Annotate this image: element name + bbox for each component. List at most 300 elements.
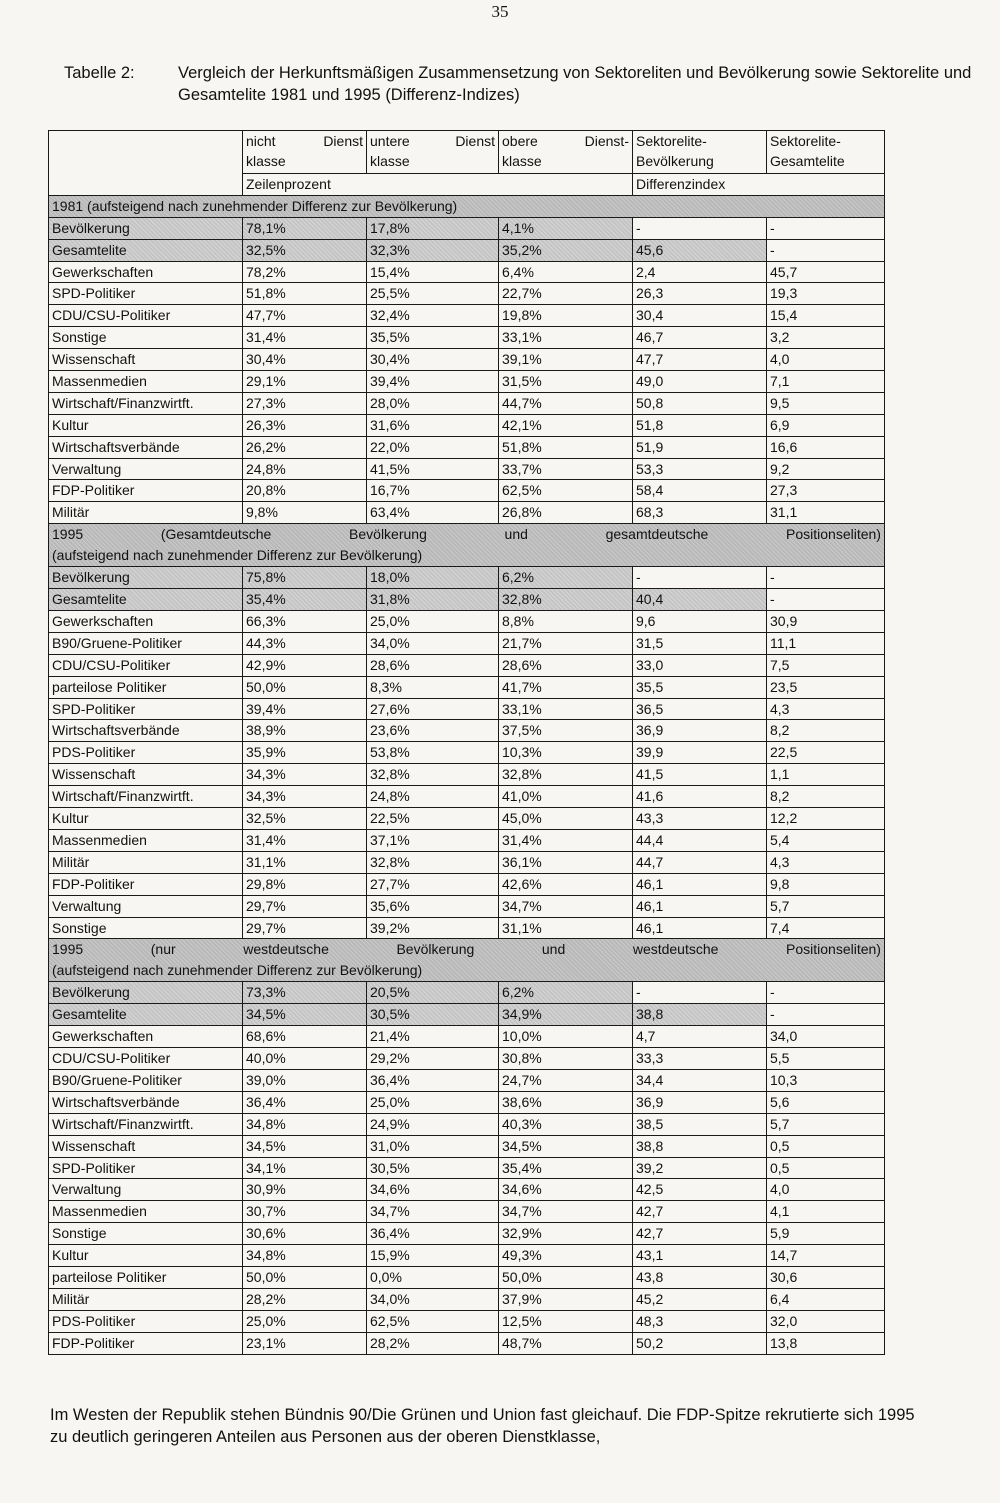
table-cell: 5,7 xyxy=(767,1113,885,1135)
table-row xyxy=(49,349,885,371)
table-cell: 43,8 xyxy=(633,1266,767,1288)
header-sektorelite-gesamtelite: Sektorelite- Gesamtelite xyxy=(767,131,885,174)
table-cell: 33,7% xyxy=(499,458,633,480)
table-cell: 51,8% xyxy=(499,436,633,458)
table-cell: 36,9 xyxy=(633,720,767,742)
table-cell: 5,9 xyxy=(767,1223,885,1245)
table-cell: - xyxy=(767,217,885,239)
table-cell: 5,4 xyxy=(767,829,885,851)
section-title-word: Positionseliten) xyxy=(786,941,881,958)
table-cell: 38,8 xyxy=(633,1004,767,1026)
header-row xyxy=(49,131,885,174)
table-cell: 30,6% xyxy=(243,1223,367,1245)
table-cell: 13,8 xyxy=(767,1332,885,1354)
table-cell: 49,3% xyxy=(499,1245,633,1267)
table-cell: 33,0 xyxy=(633,654,767,676)
table-cell: 51,8 xyxy=(633,414,767,436)
table-cell: 16,6 xyxy=(767,436,885,458)
row-label: SPD-Politiker xyxy=(49,1157,243,1179)
table-cell: 19,8% xyxy=(499,305,633,327)
table-cell: 18,0% xyxy=(367,567,499,589)
table-row xyxy=(49,632,885,654)
table-cell: 9,6 xyxy=(633,611,767,633)
table-cell: 45,2 xyxy=(633,1288,767,1310)
section-title-word: Positionseliten) xyxy=(786,526,881,543)
table-cell: 34,5% xyxy=(499,1135,633,1157)
table-cell: 34,6% xyxy=(367,1179,499,1201)
row-label: Verwaltung xyxy=(49,1179,243,1201)
row-label: CDU/CSU-Politiker xyxy=(49,305,243,327)
table-cell: 35,5 xyxy=(633,676,767,698)
table-cell: 10,3% xyxy=(499,742,633,764)
section-title-word: (nur xyxy=(150,941,176,958)
table-cell: - xyxy=(767,982,885,1004)
table-cell: 43,1 xyxy=(633,1245,767,1267)
table-cell: 22,0% xyxy=(367,436,499,458)
section-title-word: und xyxy=(504,526,528,543)
header-nicht-dienstklasse: nicht Dienst klasse xyxy=(243,131,367,174)
table-cell: 32,3% xyxy=(367,239,499,261)
table-cell: 32,0 xyxy=(767,1310,885,1332)
row-label: Militär xyxy=(49,851,243,873)
table-row xyxy=(49,217,885,239)
table-cell: 8,3% xyxy=(367,676,499,698)
table-cell: 24,8% xyxy=(367,786,499,808)
table-cell: 29,8% xyxy=(243,873,367,895)
table-cell: 31,8% xyxy=(367,589,499,611)
header-empty-cell xyxy=(49,131,243,196)
table-row xyxy=(49,1245,885,1267)
table-row xyxy=(49,1179,885,1201)
table-cell: 39,2% xyxy=(367,917,499,939)
table-cell: 41,7% xyxy=(499,676,633,698)
table-cell: 22,7% xyxy=(499,283,633,305)
row-label: Bevölkerung xyxy=(49,567,243,589)
row-label: Wirtschaftsverbände xyxy=(49,720,243,742)
table-cell: 73,3% xyxy=(243,982,367,1004)
table-cell: 32,5% xyxy=(243,808,367,830)
table-cell: 35,4% xyxy=(499,1157,633,1179)
table-cell: 36,4% xyxy=(367,1069,499,1091)
table-row xyxy=(49,676,885,698)
row-label: B90/Gruene-Politiker xyxy=(49,1069,243,1091)
section-title-word: 1995 xyxy=(52,941,84,958)
table-cell: 51,8% xyxy=(243,283,367,305)
table-cell: 53,8% xyxy=(367,742,499,764)
table-row xyxy=(49,808,885,830)
table-row xyxy=(49,1332,885,1354)
table-cell: 33,3 xyxy=(633,1048,767,1070)
table-row xyxy=(49,414,885,436)
table-cell: - xyxy=(767,239,885,261)
table-row xyxy=(49,458,885,480)
table-row xyxy=(49,436,885,458)
table-cell: 51,9 xyxy=(633,436,767,458)
unit-zeilenprozent: Zeilenprozent xyxy=(243,174,633,196)
section-title-word: Bevölkerung xyxy=(349,526,427,543)
row-label: CDU/CSU-Politiker xyxy=(49,654,243,676)
section-title-word: 1995 xyxy=(52,526,84,543)
table-cell: 32,8% xyxy=(367,764,499,786)
row-label: Sonstige xyxy=(49,1223,243,1245)
table-cell: 9,2 xyxy=(767,458,885,480)
row-label: Militär xyxy=(49,502,243,524)
caption-label: Tabelle 2: xyxy=(64,64,135,82)
table-cell: 38,5 xyxy=(633,1113,767,1135)
section-title xyxy=(49,939,885,982)
table-cell: - xyxy=(633,982,767,1004)
table-cell: 26,8% xyxy=(499,502,633,524)
table-cell: 34,9% xyxy=(499,1004,633,1026)
table-cell: 24,8% xyxy=(243,458,367,480)
table-cell: 6,4 xyxy=(767,1288,885,1310)
table-cell: 9,5 xyxy=(767,392,885,414)
table-cell: 24,7% xyxy=(499,1069,633,1091)
table-cell: 31,0% xyxy=(367,1135,499,1157)
row-label: PDS-Politiker xyxy=(49,742,243,764)
table-cell: 36,9 xyxy=(633,1091,767,1113)
row-label: Wissenschaft xyxy=(49,1135,243,1157)
table-cell: 4,0 xyxy=(767,1179,885,1201)
table-cell: 34,8% xyxy=(243,1245,367,1267)
table-cell: - xyxy=(633,217,767,239)
row-label: parteilose Politiker xyxy=(49,1266,243,1288)
table-cell: 47,7% xyxy=(243,305,367,327)
table-cell: 42,9% xyxy=(243,654,367,676)
table-cell: 33,1% xyxy=(499,698,633,720)
section-title-line xyxy=(52,524,881,545)
table-row xyxy=(49,1069,885,1091)
table-cell: 50,0% xyxy=(499,1266,633,1288)
row-label: Gesamtelite xyxy=(49,239,243,261)
section-title xyxy=(49,195,885,217)
table-row xyxy=(49,1004,885,1026)
table-cell: 36,4% xyxy=(367,1223,499,1245)
table-cell: 46,7 xyxy=(633,327,767,349)
table-row xyxy=(49,1223,885,1245)
table-cell: 34,0% xyxy=(367,632,499,654)
table-row xyxy=(49,1048,885,1070)
section-title-line xyxy=(52,196,881,216)
table-cell: 35,4% xyxy=(243,589,367,611)
table-cell: 30,4% xyxy=(243,349,367,371)
table-cell: 30,7% xyxy=(243,1201,367,1223)
table-cell: 0,0% xyxy=(367,1266,499,1288)
row-label: Sonstige xyxy=(49,327,243,349)
table-cell: 39,4% xyxy=(367,371,499,393)
table-cell: 31,4% xyxy=(243,327,367,349)
table-cell: 30,5% xyxy=(367,1004,499,1026)
table-cell: 7,1 xyxy=(767,371,885,393)
table-cell: 42,5 xyxy=(633,1179,767,1201)
table-cell: 43,3 xyxy=(633,808,767,830)
table-row xyxy=(49,1310,885,1332)
table-cell: 46,1 xyxy=(633,873,767,895)
section-title-word: Bevölkerung xyxy=(396,941,475,958)
table-cell: 11,1 xyxy=(767,632,885,654)
table-row xyxy=(49,239,885,261)
table-cell: 23,1% xyxy=(243,1332,367,1354)
table-cell: 78,2% xyxy=(243,261,367,283)
table-cell: 30,5% xyxy=(367,1157,499,1179)
section-title-word: und xyxy=(541,941,566,958)
row-label: Sonstige xyxy=(49,917,243,939)
table-cell: 38,6% xyxy=(499,1091,633,1113)
table-cell: 34,3% xyxy=(243,786,367,808)
row-label: Kultur xyxy=(49,414,243,436)
table-cell: 6,2% xyxy=(499,982,633,1004)
table-cell: 15,4% xyxy=(367,261,499,283)
section-title-line xyxy=(52,545,881,566)
table-cell: 32,9% xyxy=(499,1223,633,1245)
table-cell: 45,6 xyxy=(633,239,767,261)
table-cell: 14,7 xyxy=(767,1245,885,1267)
section-title-word: 1981 (aufsteigend nach zunehmender Differenz zur Bevölkerung) xyxy=(52,197,458,214)
table-cell: 42,6% xyxy=(499,873,633,895)
table-cell: 38,9% xyxy=(243,720,367,742)
table-cell: 53,3 xyxy=(633,458,767,480)
table-cell: 31,5% xyxy=(499,371,633,393)
table-cell: 1,1 xyxy=(767,764,885,786)
table-cell: - xyxy=(767,567,885,589)
table-cell: 31,1% xyxy=(499,917,633,939)
table-cell: 30,9 xyxy=(767,611,885,633)
table-cell: 62,5% xyxy=(367,1310,499,1332)
row-label: Wissenschaft xyxy=(49,349,243,371)
section-title-word: westdeutsche xyxy=(632,941,719,958)
table-cell: 46,1 xyxy=(633,917,767,939)
table-cell: 15,4 xyxy=(767,305,885,327)
section-title xyxy=(49,524,885,567)
table-cell: 63,4% xyxy=(367,502,499,524)
table-cell: 27,7% xyxy=(367,873,499,895)
table-row xyxy=(49,1026,885,1048)
table-cell: 27,3 xyxy=(767,480,885,502)
table-cell: 4,1 xyxy=(767,1201,885,1223)
table-cell: 50,2 xyxy=(633,1332,767,1354)
table-row xyxy=(49,654,885,676)
table-cell: 17,8% xyxy=(367,217,499,239)
table-cell: 30,4% xyxy=(367,349,499,371)
section-title-word: westdeutsche xyxy=(243,941,329,958)
row-label: Massenmedien xyxy=(49,371,243,393)
row-label: Wirtschaft/Finanzwirtft. xyxy=(49,392,243,414)
table-cell: 44,3% xyxy=(243,632,367,654)
table-row xyxy=(49,895,885,917)
table-cell: 6,4% xyxy=(499,261,633,283)
table-cell: 26,3% xyxy=(243,414,367,436)
row-label: Gesamtelite xyxy=(49,589,243,611)
table-cell: 15,9% xyxy=(367,1245,499,1267)
table-cell: 8,2 xyxy=(767,786,885,808)
table-cell: 16,7% xyxy=(367,480,499,502)
table-cell: 28,0% xyxy=(367,392,499,414)
table-cell: 36,4% xyxy=(243,1091,367,1113)
table-row xyxy=(49,720,885,742)
row-label: SPD-Politiker xyxy=(49,698,243,720)
row-label: Gewerkschaften xyxy=(49,1026,243,1048)
table-cell: 31,1% xyxy=(243,851,367,873)
table-cell: 44,4 xyxy=(633,829,767,851)
table-cell: 42,1% xyxy=(499,414,633,436)
table-row xyxy=(49,1157,885,1179)
table-cell: 10,3 xyxy=(767,1069,885,1091)
table-cell: 0,5 xyxy=(767,1135,885,1157)
table-cell: 32,5% xyxy=(243,239,367,261)
row-label: Verwaltung xyxy=(49,458,243,480)
table-cell: 50,8 xyxy=(633,392,767,414)
table-cell: 47,7 xyxy=(633,349,767,371)
table-cell: 31,5 xyxy=(633,632,767,654)
table-cell: 34,7% xyxy=(367,1201,499,1223)
table-cell: 39,9 xyxy=(633,742,767,764)
table-cell: 5,5 xyxy=(767,1048,885,1070)
table-row xyxy=(49,1135,885,1157)
row-label: Massenmedien xyxy=(49,829,243,851)
table-row xyxy=(49,371,885,393)
row-label: Bevölkerung xyxy=(49,982,243,1004)
table-cell: 23,5 xyxy=(767,676,885,698)
table-cell: 12,2 xyxy=(767,808,885,830)
table-cell: - xyxy=(633,567,767,589)
table-row xyxy=(49,1266,885,1288)
table-cell: 3,2 xyxy=(767,327,885,349)
table-cell: 23,6% xyxy=(367,720,499,742)
table-cell: 66,3% xyxy=(243,611,367,633)
section-title-word: (aufsteigend nach zunehmender Differenz zur Bevölkerung) xyxy=(52,547,423,564)
table-cell: 45,0% xyxy=(499,808,633,830)
table-cell: 32,8% xyxy=(367,851,499,873)
section-title-line xyxy=(52,960,881,981)
table-cell: 8,2 xyxy=(767,720,885,742)
table-row xyxy=(49,480,885,502)
table-cell: 30,4 xyxy=(633,305,767,327)
table-cell: 40,4 xyxy=(633,589,767,611)
table-cell: 34,8% xyxy=(243,1113,367,1135)
table-cell: 20,5% xyxy=(367,982,499,1004)
table-row xyxy=(49,917,885,939)
row-label: Wirtschaftsverbände xyxy=(49,436,243,458)
table-cell: 29,1% xyxy=(243,371,367,393)
table-cell: 28,2% xyxy=(243,1288,367,1310)
row-label: B90/Gruene-Politiker xyxy=(49,632,243,654)
row-label: Wirtschaft/Finanzwirtft. xyxy=(49,1113,243,1135)
table-cell: 39,2 xyxy=(633,1157,767,1179)
table-cell: 28,6% xyxy=(499,654,633,676)
table-cell: 28,2% xyxy=(367,1332,499,1354)
row-label: Kultur xyxy=(49,1245,243,1267)
table-cell: 5,7 xyxy=(767,895,885,917)
table-cell: 27,3% xyxy=(243,392,367,414)
row-label: Militär xyxy=(49,1288,243,1310)
table-cell: 7,4 xyxy=(767,917,885,939)
table-cell: 37,1% xyxy=(367,829,499,851)
table-cell: 40,3% xyxy=(499,1113,633,1135)
row-label: Verwaltung xyxy=(49,895,243,917)
table-cell: 34,0 xyxy=(767,1026,885,1048)
comparison-table xyxy=(48,130,885,1355)
table-row xyxy=(49,589,885,611)
table-cell: 34,3% xyxy=(243,764,367,786)
table-cell: 41,5 xyxy=(633,764,767,786)
table-row xyxy=(49,327,885,349)
table-cell: 35,6% xyxy=(367,895,499,917)
section-header-row xyxy=(49,195,885,217)
table-row xyxy=(49,764,885,786)
table-cell: 0,5 xyxy=(767,1157,885,1179)
table-cell: 27,6% xyxy=(367,698,499,720)
table-cell: 4,0 xyxy=(767,349,885,371)
table-row xyxy=(49,283,885,305)
table-cell: 78,1% xyxy=(243,217,367,239)
table-cell: 50,0% xyxy=(243,676,367,698)
table-cell: 28,6% xyxy=(367,654,499,676)
table-row xyxy=(49,829,885,851)
table-cell: 75,8% xyxy=(243,567,367,589)
table-cell: 25,0% xyxy=(367,1091,499,1113)
row-label: Gewerkschaften xyxy=(49,261,243,283)
row-label: Bevölkerung xyxy=(49,217,243,239)
row-label: FDP-Politiker xyxy=(49,1332,243,1354)
table-cell: 33,1% xyxy=(499,327,633,349)
table-row xyxy=(49,611,885,633)
table-cell: 30,8% xyxy=(499,1048,633,1070)
table-cell: 36,5 xyxy=(633,698,767,720)
table-cell: 30,6 xyxy=(767,1266,885,1288)
table-cell: 19,3 xyxy=(767,283,885,305)
table-cell: 31,1 xyxy=(767,502,885,524)
unit-differenzindex: Differenzindex xyxy=(633,174,885,196)
table-cell: 35,5% xyxy=(367,327,499,349)
table-row xyxy=(49,873,885,895)
table-cell: 6,2% xyxy=(499,567,633,589)
table-cell: 29,7% xyxy=(243,917,367,939)
table-cell: 9,8 xyxy=(767,873,885,895)
section-header-row xyxy=(49,939,885,982)
table-row xyxy=(49,698,885,720)
table-cell: 21,4% xyxy=(367,1026,499,1048)
table-cell: 37,5% xyxy=(499,720,633,742)
table-cell: 25,0% xyxy=(367,611,499,633)
table-cell: 58,4 xyxy=(633,480,767,502)
table-cell: 9,8% xyxy=(243,502,367,524)
table-row xyxy=(49,786,885,808)
row-label: CDU/CSU-Politiker xyxy=(49,1048,243,1070)
table-cell: 4,3 xyxy=(767,851,885,873)
table-cell: 4,3 xyxy=(767,698,885,720)
table-cell: 32,8% xyxy=(499,764,633,786)
table-cell: 68,6% xyxy=(243,1026,367,1048)
table-cell: 36,1% xyxy=(499,851,633,873)
header-untere-dienstklasse: untere Dienst klasse xyxy=(367,131,499,174)
table-cell: 22,5 xyxy=(767,742,885,764)
section-title-word: gesamtdeutsche xyxy=(605,526,709,543)
table-cell: 41,5% xyxy=(367,458,499,480)
table-cell: 34,5% xyxy=(243,1135,367,1157)
table-row xyxy=(49,567,885,589)
table-cell: 10,0% xyxy=(499,1026,633,1048)
table-cell: 8,8% xyxy=(499,611,633,633)
row-label: parteilose Politiker xyxy=(49,676,243,698)
table-cell: 34,7% xyxy=(499,1201,633,1223)
table-cell: 22,5% xyxy=(367,808,499,830)
table-cell: 62,5% xyxy=(499,480,633,502)
table-cell: 34,4 xyxy=(633,1069,767,1091)
row-label: PDS-Politiker xyxy=(49,1310,243,1332)
table-cell: 68,3 xyxy=(633,502,767,524)
table-cell: 46,1 xyxy=(633,895,767,917)
table-cell: 26,2% xyxy=(243,436,367,458)
